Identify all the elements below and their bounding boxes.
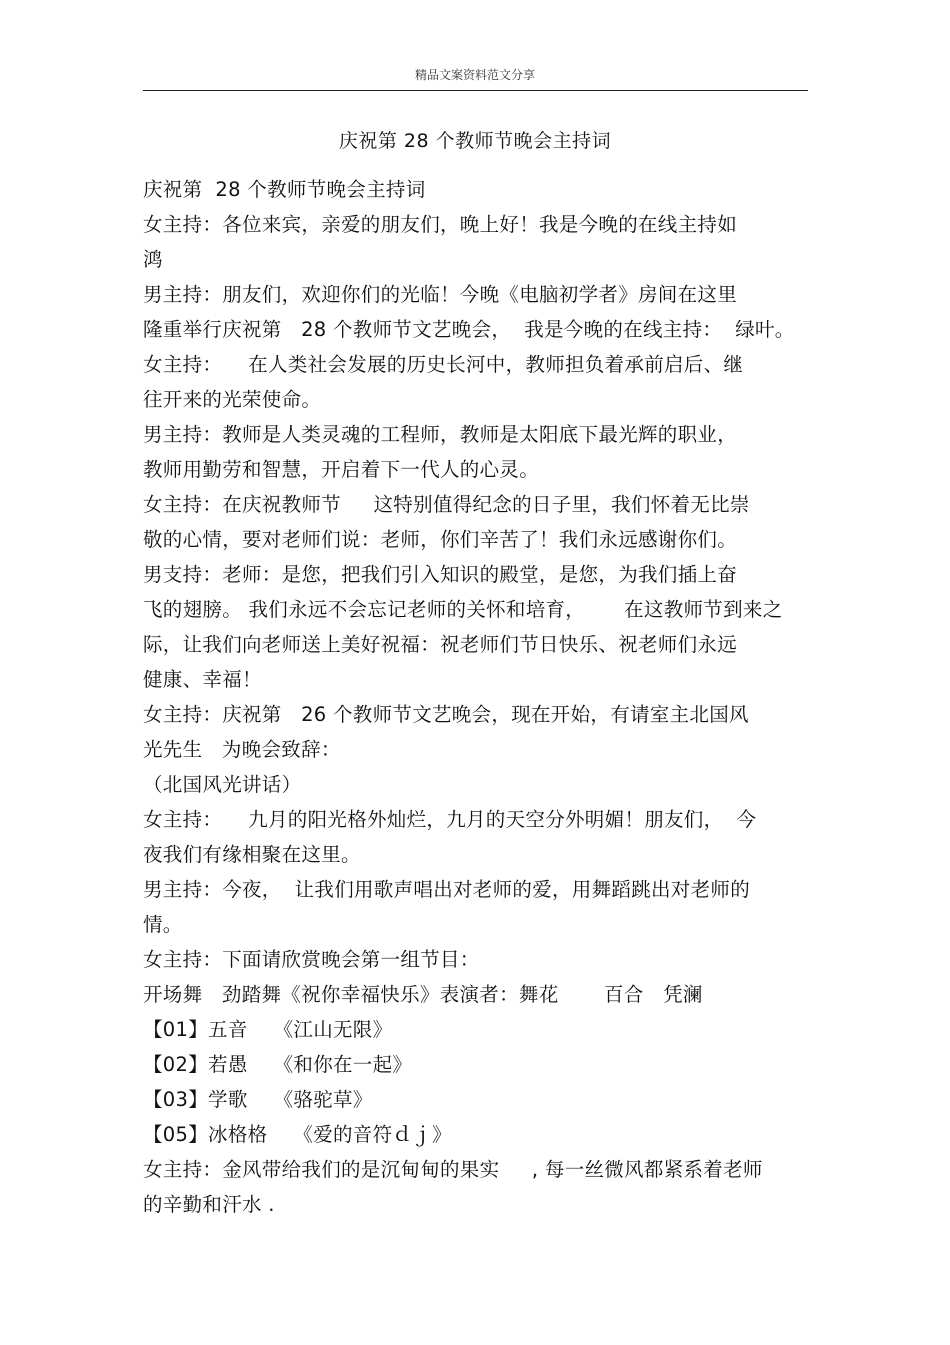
document-title: 庆祝第 28 个教师节晚会主持词 [338, 130, 612, 152]
body-line: 鸿 [143, 248, 163, 271]
program-item: 【05】冰格格 《爱的音符ｄｊ》 [143, 1123, 452, 1146]
body-line: 男主持：教师是人类灵魂的工程师，教师是太阳底下最光辉的职业， [143, 423, 738, 446]
body-line: 往开来的光荣使命。 [143, 388, 322, 411]
body-line: 男支持：老师：是您，把我们引入知识的殿堂，是您，为我们插上奋 [143, 563, 738, 586]
body-line: 女主持：下面请欣赏晚会第一组节目： [143, 948, 480, 971]
body-line: 飞的翅膀。 我们永远不会忘记老师的关怀和培育， 在这教师节到来之 [143, 598, 783, 621]
body-line: 女主持：各位来宾，亲爱的朋友们，晚上好！我是今晚的在线主持如 [143, 213, 738, 236]
body-line: 女主持： 在人类社会发展的历史长河中，教师担负着承前启后、继 [143, 353, 744, 376]
page-header: 精品文案资料范文分享 [414, 68, 535, 82]
program-item: 【03】学歌 《骆驼草》 [143, 1088, 373, 1111]
program-item: 【01】五音 《江山无限》 [143, 1018, 393, 1041]
body-line: 女主持：庆祝第 26 个教师节文艺晚会，现在开始，有请室主北国风 [143, 703, 749, 726]
document-body [143, 172, 813, 1222]
body-line: 女主持： 九月的阳光格外灿烂，九月的天空分外明媚！朋友们， 今 [143, 808, 757, 831]
body-line: 光先生 为晚会致辞： [143, 738, 341, 761]
body-line: 际，让我们向老师送上美好祝福：祝老师们节日快乐、祝老师们永远 [143, 633, 738, 656]
body-line: 女主持：在庆祝教师节 这特别值得纪念的日子里，我们怀着无比崇 [143, 493, 750, 516]
body-line: 的辛勤和汗水 . [143, 1193, 275, 1216]
body-line: 隆重举行庆祝第 28 个教师节文艺晚会， 我是今晚的在线主持： 绿叶。 [143, 318, 795, 341]
body-line: 教师用勤劳和智慧，开启着下一代人的心灵。 [143, 458, 540, 481]
body-line: 开场舞 劲踏舞《祝你幸福快乐》表演者：舞花 百合 凭澜 [143, 983, 703, 1006]
body-line: 庆祝第 28 个教师节晚会主持词 [143, 178, 426, 201]
header-divider [143, 90, 808, 91]
body-line: （北国风光讲话） [143, 773, 302, 796]
body-line: 情。 [143, 913, 183, 936]
body-line: 男主持：朋友们，欢迎你们的光临！今晚《电脑初学者》房间在这里 [143, 283, 738, 306]
body-line: 夜我们有缘相聚在这里。 [143, 843, 361, 866]
body-line: 女主持：金风带给我们的是沉甸甸的果实 , 每一丝微风都紧系着老师 [143, 1158, 763, 1181]
body-line: 健康、幸福！ [143, 668, 262, 691]
body-line: 敬的心情，要对老师们说：老师，你们辛苦了！我们永远感谢你们。 [143, 528, 738, 551]
program-item: 【02】若愚 《和你在一起》 [143, 1053, 413, 1076]
body-line: 男主持：今夜， 让我们用歌声唱出对老师的爱，用舞蹈跳出对老师的 [143, 878, 750, 901]
